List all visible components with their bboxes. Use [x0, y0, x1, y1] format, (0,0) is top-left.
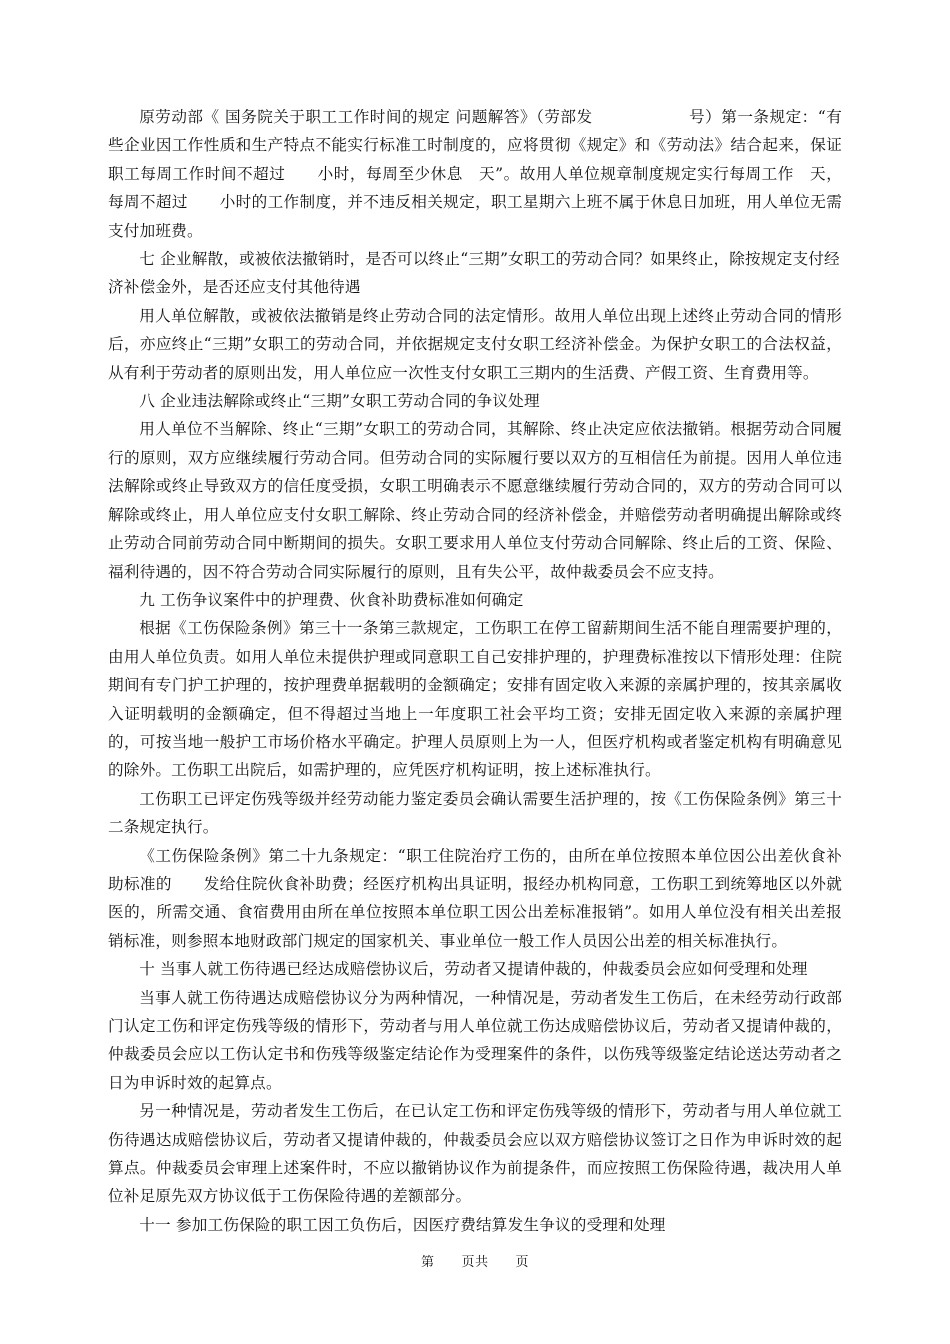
paragraph: 《工伤保险条例》第二十九条规定：“职工住院治疗工伤的，由所在单位按照本单位因公出差伙食补助标准的 发给住院伙食补助费；经医疗机构出具证明，报经办机构同意，工伤职工到统筹地区以外就医的，所需交通、食宿费用由所在单位按照本单位职工因公出差标准报销”。如用人单位没有相关出差报销标准，则参照本地财政部门规定的国家机关、事业单位一般工作人员因公出差的相关标准执行。 — [108, 846, 842, 950]
document-body — [108, 103, 842, 1239]
section-heading-7: 七 企业解散，或被依法撤销时，是否可以终止“三期”女职工的劳动合同？如果终止，除按规定支付经济补偿金外，是否还应支付其他待遇 — [108, 250, 840, 297]
section-heading-10: 十 当事人就工伤待遇已经达成赔偿协议后，劳动者又提请仲裁的，仲裁委员会应如何受理和处理 — [139, 960, 808, 979]
page-footer — [0, 1251, 950, 1270]
paragraph: 用人单位解散，或被依法撤销是终止劳动合同的法定情形。故用人单位出现上述终止劳动合同的情形后，亦应终止“三期”女职工的劳动合同，并依据规定支付女职工经济补偿金。为保护女职工的合法权益，从有利于劳动者的原则出发，用人单位应一次性支付女职工三期内的生活费、产假工资、生育费用等。 — [108, 306, 842, 382]
paragraph: 另一种情况是，劳动者发生工伤后，在已认定工伤和评定伤残等级的情形下，劳动者与用人单位就工伤待遇达成赔偿协议后，劳动者又提请仲裁的，仲裁委员会应以双方赔偿协议签订之日作为申诉时效的起算点。仲裁委员会审理上述案件时，不应以撤销协议作为前提条件，而应按照工伤保险待遇，裁决用人单位补足原先双方协议低于工伤保险待遇的差额部分。 — [108, 1102, 842, 1206]
paragraph: 当事人就工伤待遇达成赔偿协议分为两种情况，一种情况是，劳动者发生工伤后，在未经劳动行政部门认定工伤和评定伤残等级的情形下，劳动者与用人单位就工伤达成赔偿协议后，劳动者又提请仲裁的，仲裁委员会应以工伤认定书和伤残等级鉴定结论作为受理案件的条件，以伤残等级鉴定结论送达劳动者之日为申诉时效的起算点。 — [108, 988, 842, 1092]
section-heading-8: 八 企业违法解除或终止“三期”女职工劳动合同的争议处理 — [139, 392, 540, 411]
paragraph: 工伤职工已评定伤残等级并经劳动能力鉴定委员会确认需要生活护理的，按《工伤保险条例》第三十二条规定执行。 — [108, 789, 842, 837]
section-heading-9: 九 工伤争议案件中的护理费、伙食补助费标准如何确定 — [139, 590, 524, 609]
paragraph: 根据《工伤保险条例》第三十一条第三款规定，工伤职工在停工留薪期间生活不能自理需要护理的，由用人单位负责。如用人单位未提供护理或同意职工自己安排护理的，护理费标准按以下情形处理：住院期间有专门护工护理的，按护理费单据载明的金额确定；安排有固定收入来源的亲属护理的，按其亲属收入证明载明的金额确定，但不得超过当地上一年度职工社会平均工资；安排无固定收入来源的亲属护理的，可按当地一般护工市场价格水平确定。护理人员原则上为一人，但医疗机构或者鉴定机构有明确意见的除外。工伤职工出院后，如需护理的，应凭医疗机构证明，按上述标准执行。 — [108, 619, 842, 780]
paragraph: 用人单位不当解除、终止“三期”女职工的劳动合同，其解除、终止决定应依法撤销。根据劳动合同履行的原则，双方应继续履行劳动合同。但劳动合同的实际履行要以双方的互相信任为前提。因用人单位违法解除或终止导致双方的信任度受损，女职工明确表示不愿意继续履行劳动合同的，双方的劳动合同可以解除或终止，用人单位应支付女职工解除、终止劳动合同的经济补偿金，并赔偿劳动者明确提出解除或终止劳动合同前劳动合同中断期间的损失。女职工要求用人单位支付劳动合同解除、终止后的工资、保险、福利待遇的，因不符合劳动合同实际履行的原则，且有失公平，故仲裁委员会不应支持。 — [108, 420, 842, 581]
paragraph: 原劳动部《 国务院关于职工工作时间的规定 问题解答》（劳部发 号）第一条规定：“有些企业因工作性质和生产特点不能实行标准工时制度的，应将贯彻《规定》和《劳动法》结合起来，保证职工每周工作时间不超过 小时，每周至少休息 天”。故用人单位规章制度规定实行每周工作 天，每周不超过 小时的工作制度，并不违反相关规定，职工星期六上班不属于休息日加班，用人单位无需支付加班费。 — [108, 108, 842, 240]
page-number-text: 第 页共 页 — [420, 1255, 529, 1270]
section-heading-11: 十一 参加工伤保险的职工因工负伤后，因医疗费结算发生争议的受理和处理 — [139, 1215, 666, 1234]
